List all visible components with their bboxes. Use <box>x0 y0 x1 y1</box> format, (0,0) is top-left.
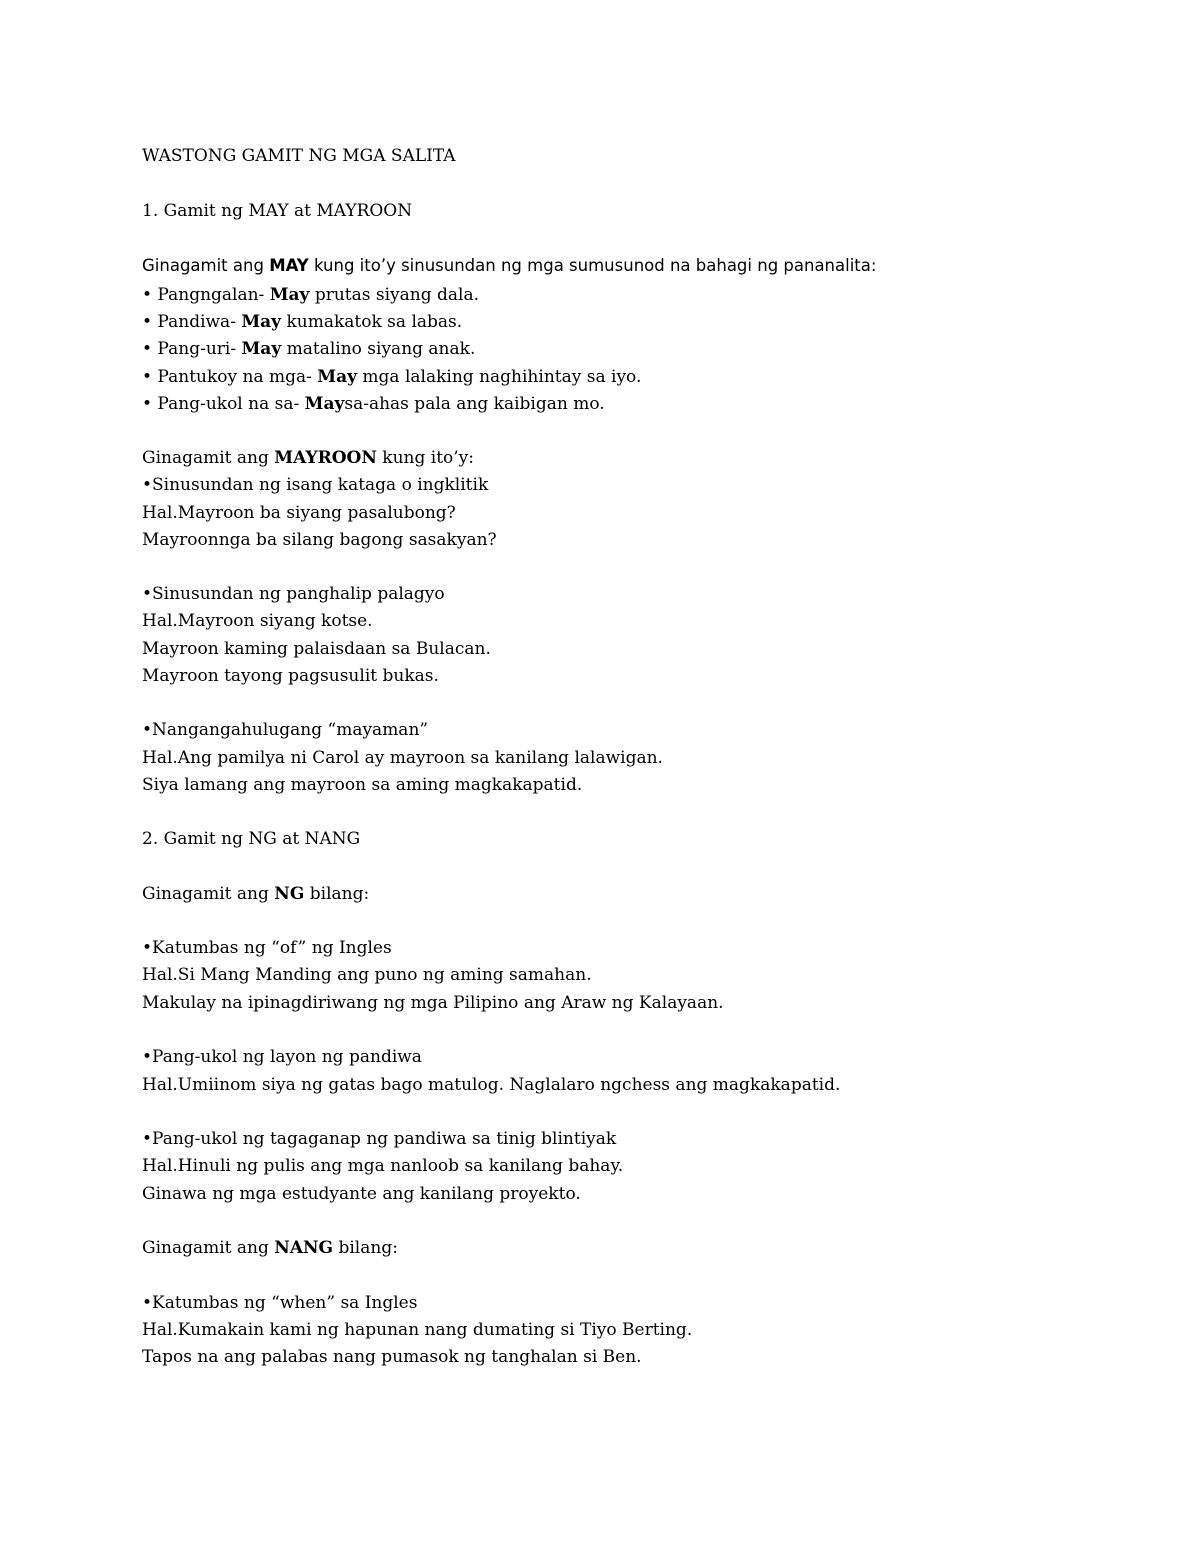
section-2-heading: 2. Gamit ng NG at NANG <box>142 829 361 849</box>
example-line: Hal.Si Mang Manding ang puno ng aming samahan. <box>142 965 592 985</box>
example-line: Hal.Umiinom siya ng gatas bago matulog. Naglalaro ngchess ang magkakapatid. <box>142 1075 841 1095</box>
example-line: Hal.Mayroon ba siyang pasalubong? <box>142 503 456 523</box>
may-item-pang-ukol: • Pang-ukol na sa- Maysa-ahas pala ang kaibigan mo. <box>142 394 605 414</box>
example-line: Hal.Hinuli ng pulis ang mga nanloob sa kanilang bahay. <box>142 1156 624 1176</box>
mayroon-bullet-panghalip: •Sinusundan ng panghalip palagyo <box>142 584 445 604</box>
ng-intro-line: Ginagamit ang NG bilang: <box>142 884 370 904</box>
ng-bullet-of: •Katumbas ng “of” ng Ingles <box>142 938 392 958</box>
ng-bullet-layon: •Pang-ukol ng layon ng pandiwa <box>142 1047 422 1067</box>
mayroon-intro-line: Ginagamit ang MAYROON kung ito’y: <box>142 448 475 468</box>
may-intro-line: Ginagamit ang MAY kung ito’y sinusundan ng mga sumusunod na bahagi ng pananalita: <box>142 256 877 275</box>
example-line: Mayroonnga ba silang bagong sasakyan? <box>142 530 497 550</box>
example-line: Hal.Ang pamilya ni Carol ay mayroon sa kanilang lalawigan. <box>142 748 663 768</box>
mayroon-bullet-mayaman: •Nangangahulugang “mayaman” <box>142 720 429 740</box>
example-line: Mayroon kaming palaisdaan sa Bulacan. <box>142 639 491 659</box>
ng-bullet-tagaganap: •Pang-ukol ng tagaganap ng pandiwa sa tinig blintiyak <box>142 1129 617 1149</box>
may-item-pandiwa: • Pandiwa- May kumakatok sa labas. <box>142 312 463 332</box>
example-line: Hal.Mayroon siyang kotse. <box>142 611 373 631</box>
example-line: Hal.Kumakain kami ng hapunan nang dumating si Tiyo Berting. <box>142 1320 693 1340</box>
document-title: WASTONG GAMIT NG MGA SALITA <box>142 146 456 166</box>
may-item-pangngalan: • Pangngalan- May prutas siyang dala. <box>142 285 480 305</box>
example-line: Siya lamang ang mayroon sa aming magkakapatid. <box>142 775 583 795</box>
may-item-pantukoy: • Pantukoy na mga- May mga lalaking naghihintay sa iyo. <box>142 367 642 387</box>
example-line: Tapos na ang palabas nang pumasok ng tanghalan si Ben. <box>142 1347 642 1367</box>
may-item-pang-uri: • Pang-uri- May matalino siyang anak. <box>142 339 476 359</box>
nang-bullet-when: •Katumbas ng “when” sa Ingles <box>142 1293 418 1313</box>
mayroon-bullet-ingklitik: •Sinusundan ng isang kataga o ingklitik <box>142 475 489 495</box>
example-line: Makulay na ipinagdiriwang ng mga Pilipino ang Araw ng Kalayaan. <box>142 993 724 1013</box>
example-line: Ginawa ng mga estudyante ang kanilang proyekto. <box>142 1184 581 1204</box>
section-1-heading: 1. Gamit ng MAY at MAYROON <box>142 201 413 221</box>
example-line: Mayroon tayong pagsusulit bukas. <box>142 666 439 686</box>
nang-intro-line: Ginagamit ang NANG bilang: <box>142 1238 398 1258</box>
